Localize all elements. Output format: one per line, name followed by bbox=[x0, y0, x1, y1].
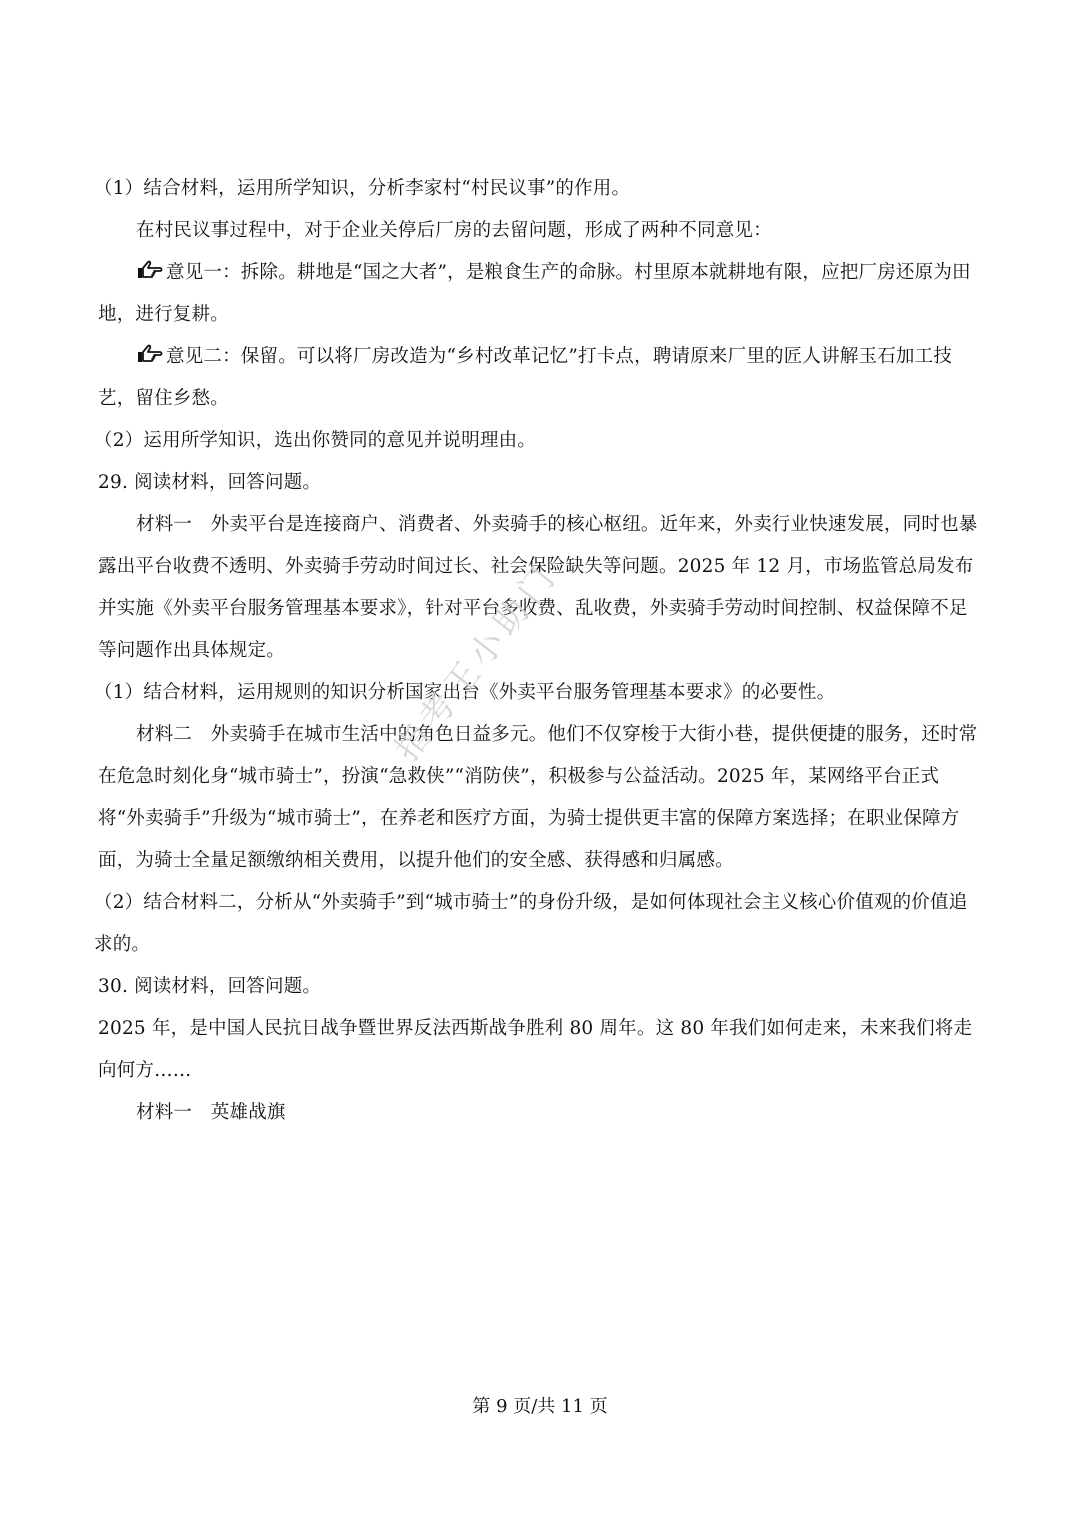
page-content bbox=[94, 168, 982, 1134]
page-footer: 第 9 页/共 11 页 bbox=[472, 1396, 608, 1417]
opinion-2-text: 意见二：保留。可以将厂房改造为“乡村改革记忆”打卡点，聘请原来厂里的匠人讲解玉石加工技艺，留住乡愁。 bbox=[98, 346, 953, 409]
q30-material-1: 材料一 英雄战旗 bbox=[136, 1102, 286, 1123]
opinion-1 bbox=[98, 252, 982, 336]
q30-title: 30. 阅读材料，回答问题。 bbox=[98, 976, 322, 997]
q29-sub-question-1: （1）结合材料，运用规则的知识分析国家出台《外卖平台服务管理基本要求》的必要性。 bbox=[94, 682, 836, 703]
pointing-hand-icon bbox=[136, 259, 164, 281]
opinion-2 bbox=[98, 336, 982, 420]
watermark-text: 指考王小助门 bbox=[386, 555, 567, 769]
q29-material-2: 材料二 外卖骑手在城市生活中的角色日益多元。他们不仅穿梭于大街小巷，提供便捷的服务，还时常在危急时刻化身“城市骑士”，扮演“急救侠”“消防侠”，积极参与公益活动。2025 年，某网络平台正式将“外卖骑手”升级为“城市骑士”，在养老和医疗方面，为骑士提供更丰富的保障方案选择；在职业保障方面，为骑士全量足额缴纳相关费用，以提升他们的安全感、获得感和归属感。 bbox=[98, 724, 978, 871]
q28-sub-question-2: （2）运用所学知识，选出你赞同的意见并说明理由。 bbox=[94, 430, 537, 451]
q28-sub-question-1: （1）结合材料，运用所学知识，分析李家村“村民议事”的作用。 bbox=[94, 178, 631, 199]
q29-sub-question-2: （2）结合材料二，分析从“外卖骑手”到“城市骑士”的身份升级，是如何体现社会主义核心价值观的价值追求的。 bbox=[94, 892, 968, 955]
q29-title: 29. 阅读材料，回答问题。 bbox=[98, 472, 322, 493]
q29-material-1: 材料一 外卖平台是连接商户、消费者、外卖骑手的核心枢纽。近年来，外卖行业快速发展，同时也暴露出平台收费不透明、外卖骑手劳动时间过长、社会保险缺失等问题。2025 年 12 月，市场监管总局发布并实施《外卖平台服务管理基本要求》，针对平台多收费、乱收费，外卖骑手劳动时间控制、权益保障不足等问题作出具体规定。 bbox=[98, 514, 978, 661]
opinion-1-text: 意见一：拆除。耕地是“国之大者”，是粮食生产的命脉。村里原本就耕地有限，应把厂房还原为田地，进行复耕。 bbox=[98, 262, 971, 325]
q28-intro: 在村民议事过程中，对于企业关停后厂房的去留问题，形成了两种不同意见： bbox=[136, 220, 772, 241]
q30-intro: 2025 年，是中国人民抗日战争暨世界反法西斯战争胜利 80 周年。这 80 年我们如何走来，未来我们将走向何方…… bbox=[98, 1018, 973, 1081]
pointing-hand-icon bbox=[136, 343, 164, 365]
